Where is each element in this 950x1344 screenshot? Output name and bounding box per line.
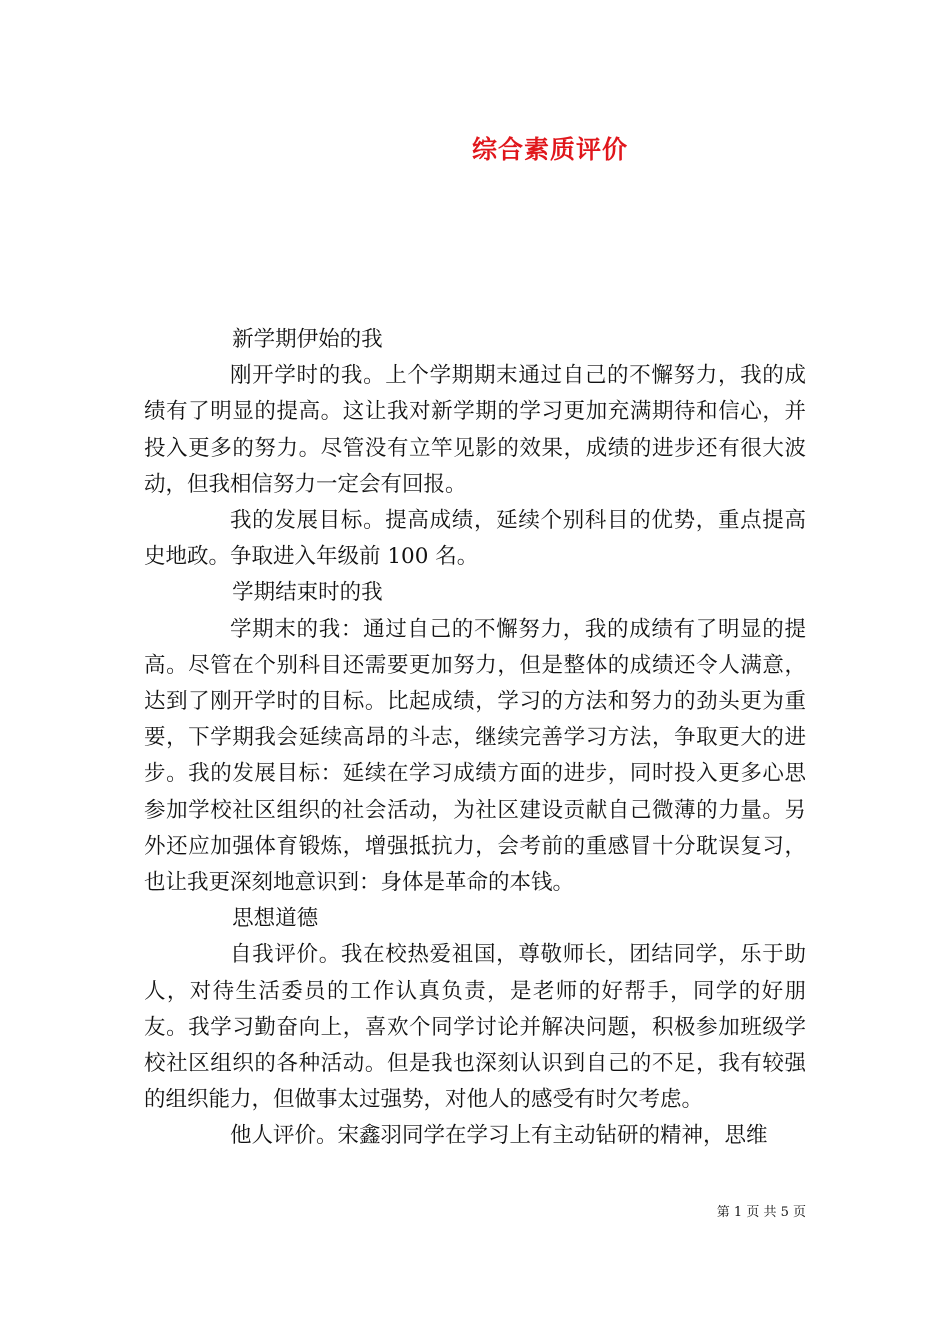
body-paragraph: 他人评价。宋鑫羽同学在学习上有主动钻研的精神，思维 <box>230 1123 768 1149</box>
page-number-footer: 第 1 页 共 5 页 <box>716 1205 806 1220</box>
section-heading: 学期结束时的我 <box>232 580 383 606</box>
document-body <box>144 322 806 1155</box>
section-heading: 思想道德 <box>232 906 319 932</box>
body-paragraph: 学期末的我：通过自己的不懈努力，我的成绩有了明显的提高。尽管在个别科目还需要更加努力，但是整体的成绩还令人满意，达到了刚开学时的目标。比起成绩，学习的方法和努力的劲头更为重要，下学期我会延续高昂的斗志，继续完善学习方法，争取更大的进步。我的发展目标：延续在学习成绩方面的进步，同时投入更多心思参加学校社区组织的社会活动，为社区建设贡献自己微薄的力量。另外还应加强体育锻炼，增强抵抗力，会考前的重感冒十分耽误复习，也让我更深刻地意识到：身体是革命的本钱。 <box>144 616 806 896</box>
document-title: 综合素质评价 <box>471 135 628 164</box>
body-paragraph: 我的发展目标。提高成绩，延续个别科目的优势，重点提高史地政。争取进入年级前 100 名。 <box>144 508 806 570</box>
body-paragraph: 刚开学时的我。上个学期期末通过自己的不懈努力，我的成绩有了明显的提高。这让我对新学期的学习更加充满期待和信心，并投入更多的努力。尽管没有立竿见影的效果，成绩的进步还有很大波动，但我相信努力一定会有回报。 <box>144 363 806 497</box>
section-heading: 新学期伊始的我 <box>232 327 383 352</box>
body-paragraph: 自我评价。我在校热爱祖国，尊敬师长，团结同学，乐于助人，对待生活委员的工作认真负责，是老师的好帮手，同学的好朋友。我学习勤奋向上，喜欢个同学讨论并解决问题，积极参加班级学校社区组织的各种活动。但是我也深刻认识到自己的不足，我有较强的组织能力，但做事太过强势，对他人的感受有时欠考虑。 <box>144 942 806 1113</box>
